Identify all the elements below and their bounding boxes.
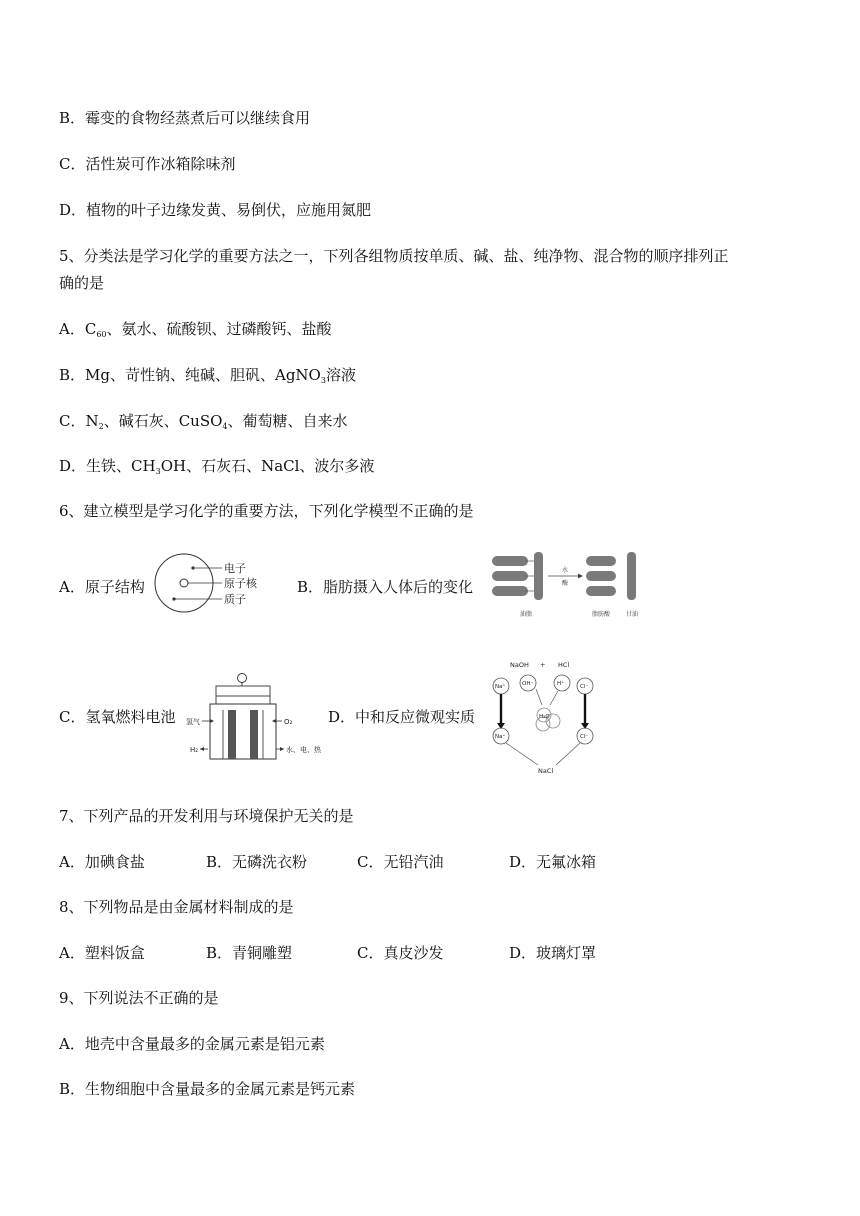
question-8: 8、下列物品是由金属材料制成的是 xyxy=(59,898,294,916)
q6-option-c-label: C．氢氧燃料电池 xyxy=(59,708,176,726)
neutralization-hcl-label: HCl xyxy=(558,661,570,669)
question-9: 9、下列说法不正确的是 xyxy=(59,989,219,1007)
q6-option-d-label: D．中和反应微观实质 xyxy=(328,708,476,726)
fuel-cell-hydrogen-label: H₂ xyxy=(190,746,199,754)
q8-option-c: C．真皮沙发 xyxy=(357,944,444,962)
q7-option-c: C．无铅汽油 xyxy=(357,853,444,871)
q6-option-a-label: A．原子结构 xyxy=(59,578,145,596)
neutralization-naoh-label: NaOH xyxy=(510,661,529,669)
line-d-nitrogen-fertilizer: D．植物的叶子边缘发黄、易倒伏，应施用氮肥 xyxy=(59,201,372,219)
line-c-activated-carbon: C．活性炭可作冰箱除味剂 xyxy=(59,155,236,173)
question-5-line-1: 5、分类法是学习化学的重要方法之一，下列各组物质按单质、碱、盐、纯净物、混合物的顺序排列正 xyxy=(59,247,729,265)
fat-enzyme-label: 酶 xyxy=(562,580,569,587)
question-5-line-2: 确的是 xyxy=(59,274,105,292)
fuel-cell-hydrogen-top-label: 氢气 xyxy=(186,718,200,726)
q5-option-c: C．$N_2$、碱石灰、CuSO$_4$、葡萄糖、自来水 xyxy=(59,412,348,431)
q8-option-d: D．玻璃灯罩 xyxy=(509,944,597,962)
fat-digestion-figure xyxy=(490,550,650,622)
atom-proton-label: 质子 xyxy=(224,593,246,606)
q7-option-a: A．加碘食盐 xyxy=(59,853,145,871)
question-7: 7、下列产品的开发利用与环境保护无关的是 xyxy=(59,807,354,825)
atom-electron-label: 电子 xyxy=(224,562,246,575)
q5-option-d: D．生铁、$CH_3OH$、石灰石、NaCl、波尔多液 xyxy=(59,457,375,476)
fat-water-label: 水 xyxy=(562,567,569,574)
neutralization-na-product-label: Na⁺ xyxy=(495,734,506,740)
atom-structure-figure xyxy=(152,552,272,614)
q9-option-b: B．生物细胞中含量最多的金属元素是钙元素 xyxy=(59,1080,356,1098)
fuel-cell-oxygen-label: O₂ xyxy=(284,718,293,726)
neutralization-plus-label: + xyxy=(540,661,546,669)
q9-option-a: A．地壳中含量最多的金属元素是铝元素 xyxy=(59,1035,325,1053)
atom-nucleus-label: 原子核 xyxy=(224,577,257,590)
neutralization-nacl-label: NaCl xyxy=(538,767,554,775)
fat-fatty-acid-label: 脂肪酸 xyxy=(592,611,611,618)
q5-option-a: A．$C_{60}$、氨水、硫酸钡、过磷酸钙、盐酸 xyxy=(59,320,332,339)
question-6: 6、建立模型是学习化学的重要方法，下列化学模型不正确的是 xyxy=(59,502,474,520)
neutralization-cl-product-label: Cl⁻ xyxy=(580,734,589,740)
fuel-cell-products-label: 水、电、热 xyxy=(286,746,321,754)
neutralization-figure xyxy=(488,657,608,775)
q7-option-b: B．无磷洗衣粉 xyxy=(206,853,308,871)
neutralization-cl-label: Cl⁻ xyxy=(580,684,589,690)
fuel-cell-figure xyxy=(186,670,332,762)
neutralization-oh-label: OH⁻ xyxy=(522,681,534,687)
q6-option-b-label: B．脂肪摄入人体后的变化 xyxy=(297,578,474,596)
q8-option-b: B．青铜雕塑 xyxy=(206,944,293,962)
neutralization-h-label: H⁺ xyxy=(557,681,565,687)
fat-oil-label: 油脂 xyxy=(520,611,533,618)
line-b-moldy-food: B．霉变的食物经蒸煮后可以继续食用 xyxy=(59,109,311,127)
q8-option-a: A．塑料饭盒 xyxy=(59,944,145,962)
neutralization-h2o-label: H₂O xyxy=(539,714,550,720)
neutralization-na-label: Na⁺ xyxy=(495,684,506,690)
fat-glycerol-label: 甘油 xyxy=(626,611,639,618)
q7-option-d: D．无氟冰箱 xyxy=(509,853,597,871)
q5-option-b: B．Mg、苛性钠、纯碱、胆矾、AgNO$_3$溶液 xyxy=(59,366,356,385)
